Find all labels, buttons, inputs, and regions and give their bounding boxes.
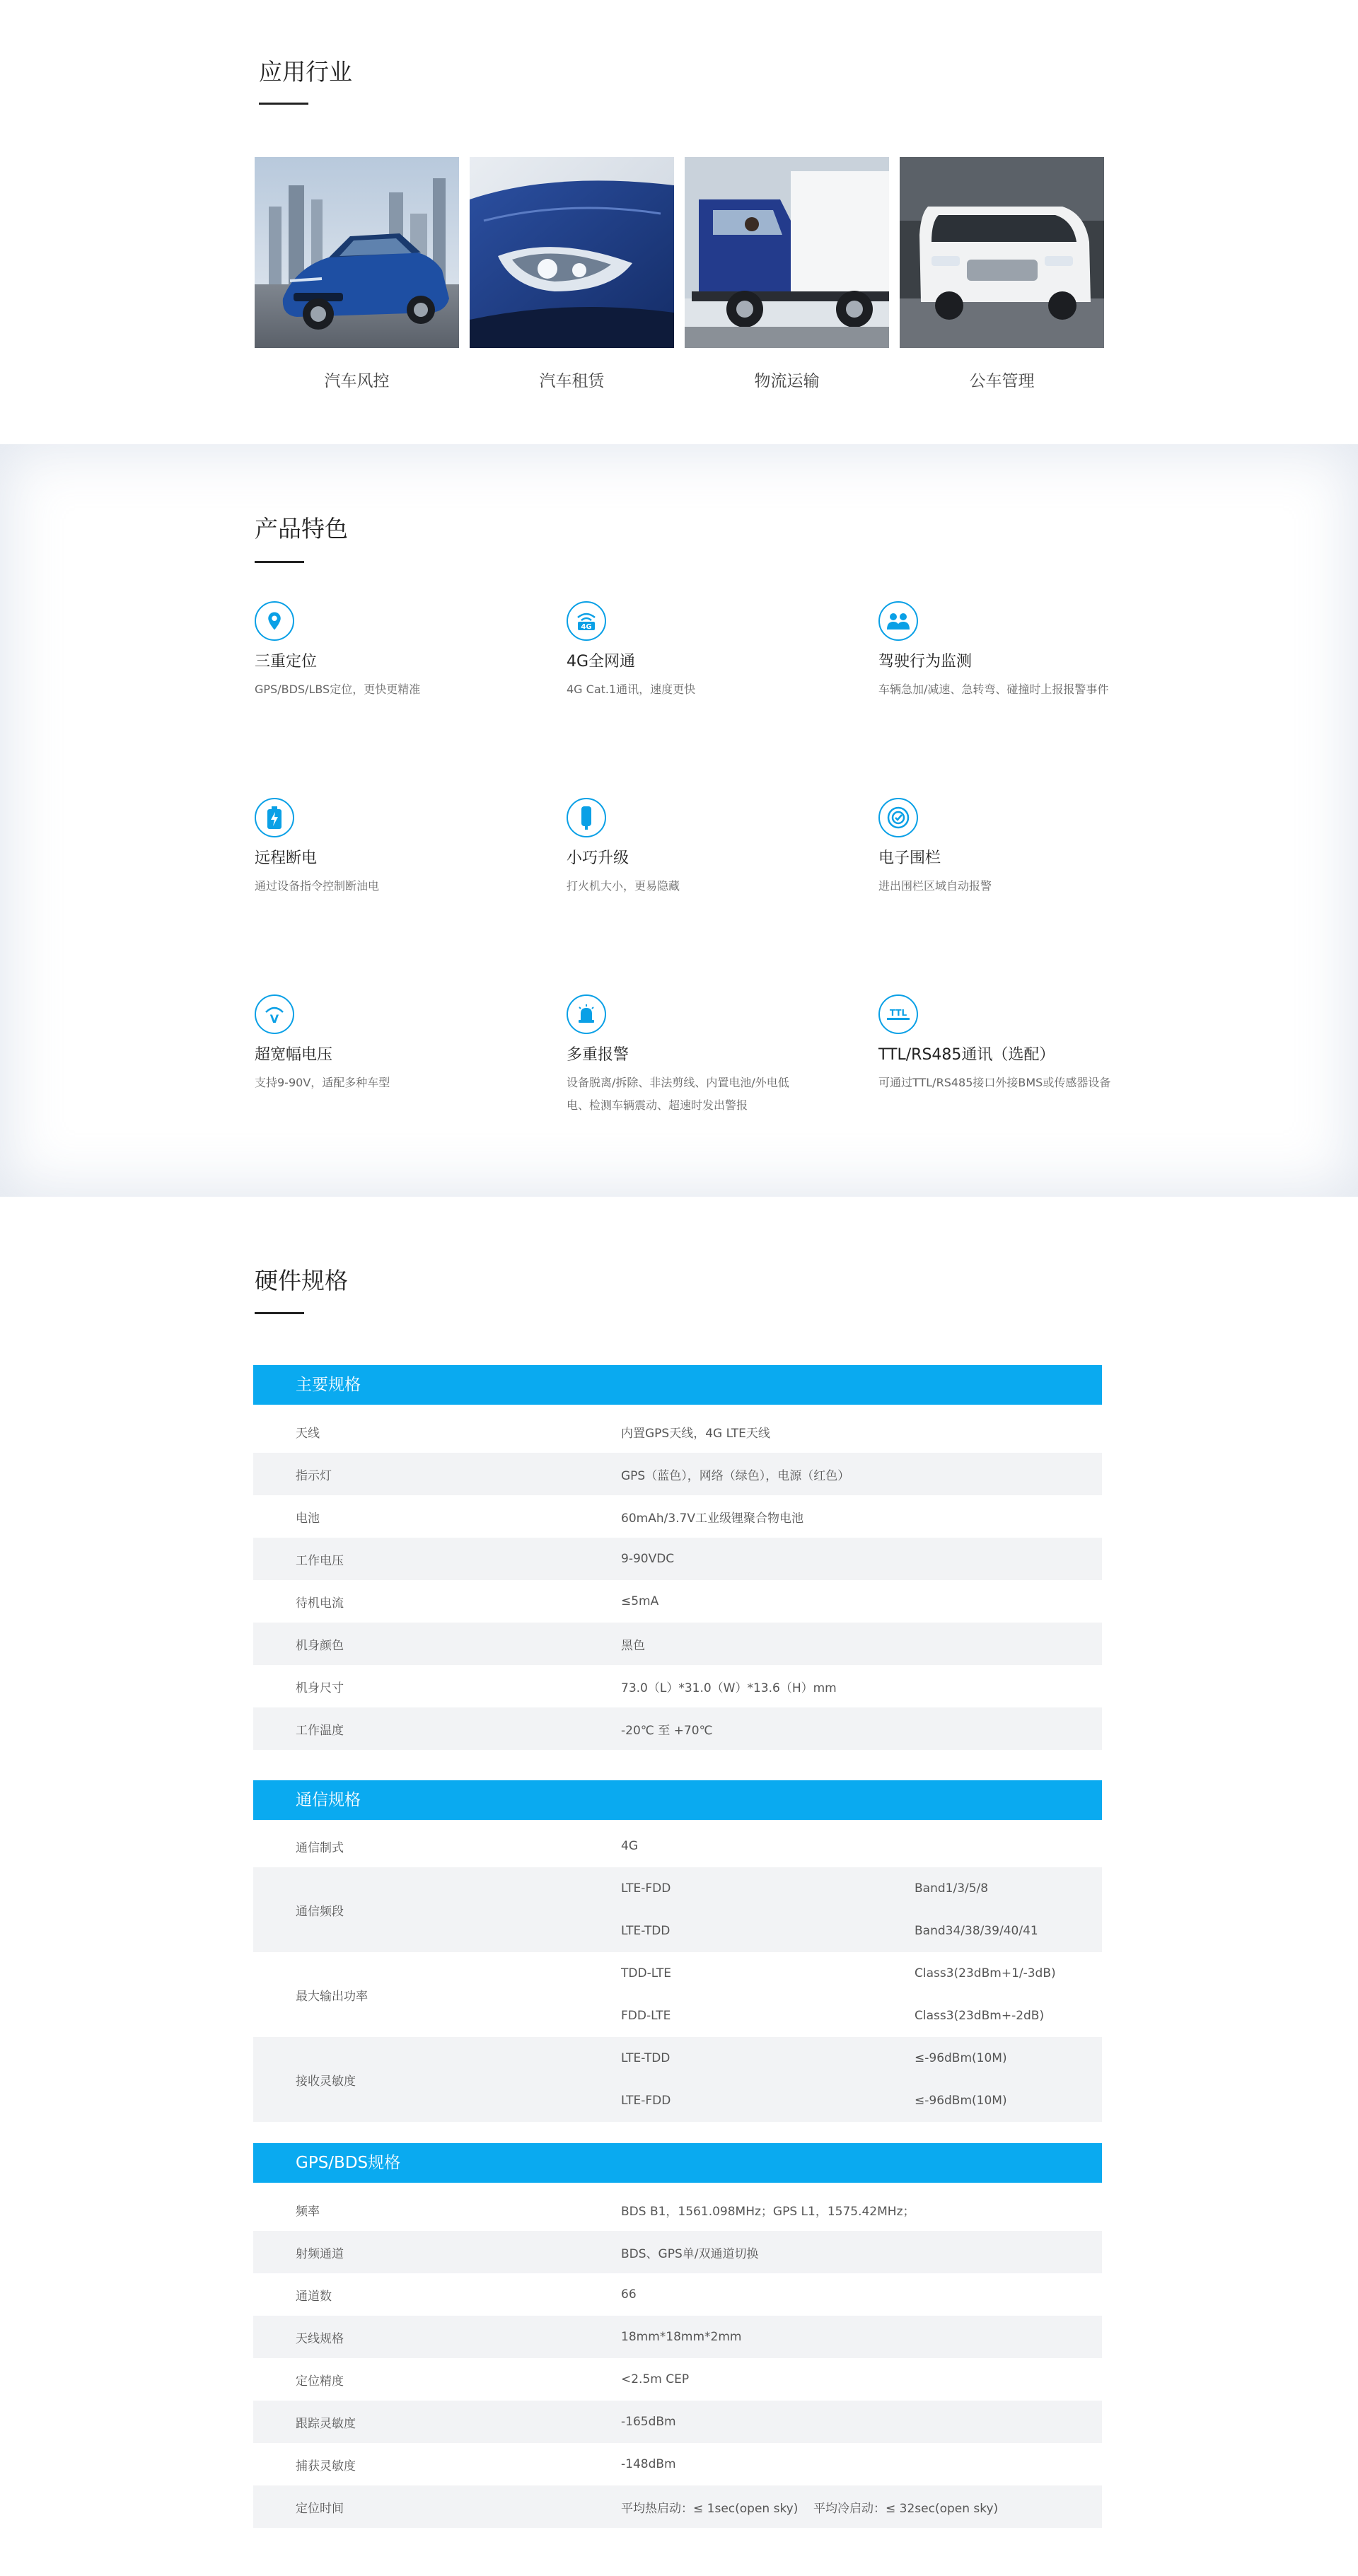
spec-row (253, 2316, 1102, 2358)
spec-value: 平均热启动：≤ 1sec(open sky) 平均冷启动：≤ 32sec(open sky) (621, 2501, 999, 2516)
feature-compact (567, 798, 800, 898)
feature-name: 电子围栏 (878, 849, 941, 867)
geofence-icon (878, 798, 918, 837)
svg-text:4G: 4G (581, 623, 592, 631)
industry-image-car-risk[interactable] (255, 157, 459, 348)
power-value: Class3(23dBm+-2dB) (915, 2009, 1045, 2023)
location-pin-icon (255, 601, 294, 641)
spec-label: 最大输出功率 (296, 1989, 368, 2004)
sens-sub-row (621, 2037, 1102, 2079)
gps-spec-header: GPS/BDS规格 (253, 2143, 1102, 2183)
feature-triple-positioning (255, 601, 488, 701)
spec-row (253, 2188, 1102, 2231)
industry-label-official-vehicle: 公车管理 (969, 372, 1035, 390)
spec-label: 机身颜色 (296, 1638, 344, 1653)
power-sub-row (621, 1995, 1102, 2037)
features-section (0, 444, 1358, 1197)
spec-value: 73.0（L）*31.0（W）*13.6（H）mm (621, 1681, 837, 1695)
band-sub-row (621, 1910, 1102, 1952)
feature-remote-cutoff (255, 798, 488, 898)
spec-value: -20℃ 至 +70℃ (621, 1723, 713, 1738)
spec-value: 黑色 (621, 1638, 645, 1653)
feature-desc: 车辆急加/减速、急转弯、碰撞时上报报警事件 (878, 683, 1109, 696)
spec-label: 跟踪灵敏度 (296, 2416, 356, 2431)
spec-label: 频率 (296, 2204, 320, 2219)
feature-name: 4G全网通 (567, 653, 636, 671)
sens-value: ≤-96dBm(10M) (915, 2051, 1007, 2065)
spec-label: 电池 (296, 1511, 320, 1526)
ttl-icon-text: TTL (889, 1008, 907, 1018)
comm-mode-row (253, 1825, 1102, 1867)
power-name: FDD-LTE (621, 2009, 671, 2023)
4g-signal-icon (567, 601, 606, 641)
spec-row (253, 1453, 1102, 1495)
spec-value: -148dBm (621, 2457, 676, 2471)
spec-label: 工作温度 (296, 1723, 344, 1738)
spec-label: 捕获灵敏度 (296, 2459, 356, 2473)
band-name: LTE-TDD (621, 1924, 671, 1938)
feature-driving-monitor (878, 601, 1112, 701)
ttl-icon (878, 994, 918, 1034)
power-name: TDD-LTE (621, 1966, 671, 1980)
feature-desc: 打火机大小，更易隐藏 (567, 879, 680, 893)
spec-label: 通信制式 (296, 1840, 344, 1855)
spec-row (253, 2401, 1102, 2443)
industry-image-car-rental[interactable] (470, 157, 674, 348)
spec-value: GPS（蓝色），网络（绿色），电源（红色） (621, 1468, 850, 1483)
spec-label: 工作电压 (296, 1553, 344, 1568)
main-spec-header: 主要规格 (253, 1365, 1102, 1405)
spec-row (253, 1495, 1102, 1538)
feature-desc: 进出围栏区域自动报警 (878, 879, 992, 893)
sens-name: LTE-TDD (621, 2051, 671, 2065)
feature-name: 远程断电 (255, 849, 318, 867)
spec-label: 定位时间 (296, 2501, 344, 2516)
band-value: Band34/38/39/40/41 (915, 1924, 1038, 1938)
feature-ttl-rs485 (878, 994, 1112, 1094)
spec-label: 定位精度 (296, 2374, 344, 2389)
band-value: Band1/3/5/8 (915, 1881, 989, 1896)
sens-value: ≤-96dBm(10M) (915, 2094, 1007, 2108)
spec-label: 指示灯 (296, 1468, 332, 1483)
spec-label: 机身尺寸 (296, 1681, 344, 1695)
feature-name: 多重报警 (567, 1046, 629, 1064)
industry-title: 应用行业 (259, 58, 352, 86)
spec-value: 18mm*18mm*2mm (621, 2330, 742, 2344)
feature-multi-alarm (567, 994, 800, 1117)
feature-name: 三重定位 (255, 653, 318, 671)
feature-name: 超宽幅电压 (255, 1046, 333, 1064)
industry-label-car-risk: 汽车风控 (324, 372, 390, 390)
spec-row (253, 2358, 1102, 2401)
spec-label: 天线 (296, 1426, 320, 1441)
spec-label: 射频通道 (296, 2246, 344, 2261)
feature-name: 小巧升级 (567, 849, 629, 867)
industry-label-logistics: 物流运输 (754, 372, 820, 390)
spec-value: <2.5m CEP (621, 2372, 690, 2386)
comm-power-row (253, 1952, 1102, 2037)
spec-value: 66 (621, 2287, 637, 2302)
spec-row (253, 1665, 1102, 1707)
spec-value: -165dBm (621, 2415, 676, 2429)
spec-value: 9-90VDC (621, 1552, 675, 1566)
band-name: LTE-FDD (621, 1881, 671, 1896)
feature-name: 驾驶行为监测 (878, 653, 973, 671)
spec-value: ≤5mA (621, 1594, 659, 1608)
spec-value: 内置GPS天线，4G LTE天线 (621, 1426, 770, 1441)
spec-row (253, 2273, 1102, 2316)
feature-name: TTL/RS485通讯（选配） (878, 1046, 1055, 1064)
feature-geofence (878, 798, 1112, 898)
spec-value: 60mAh/3.7V工业级锂聚合物电池 (621, 1511, 803, 1526)
hardware-title-underline (255, 1312, 304, 1314)
spec-label: 通信频段 (296, 1904, 344, 1919)
voltage-icon-letter: V (269, 1012, 279, 1026)
feature-4g-network (567, 601, 800, 701)
band-sub-row (621, 1867, 1102, 1910)
spec-label: 接收灵敏度 (296, 2074, 356, 2089)
spec-label: 天线规格 (296, 2331, 344, 2346)
spec-row (253, 1410, 1102, 1453)
feature-desc: 通过设备指令控制断油电 (255, 879, 380, 893)
feature-desc: 支持9-90V，适配多种车型 (255, 1076, 390, 1089)
spec-value: 4G (621, 1839, 638, 1853)
spec-row (253, 1538, 1102, 1580)
feature-desc: 可通过TTL/RS485接口外接BMS或传感器设备 (878, 1076, 1111, 1089)
spec-row (253, 1623, 1102, 1665)
sens-sub-row (621, 2079, 1102, 2122)
feature-desc: 设备脱离/拆除、非法剪线、内置电池/外电低电、检测车辆震动、超速时发出警报 (567, 1076, 789, 1112)
spec-row (253, 1580, 1102, 1623)
comm-sensitivity-row (253, 2037, 1102, 2122)
sens-name: LTE-FDD (621, 2094, 671, 2108)
spec-row (253, 1707, 1102, 1750)
spec-row (253, 2231, 1102, 2273)
spec-row (253, 2443, 1102, 2485)
feature-desc: GPS/BDS/LBS定位，更快更精准 (255, 683, 421, 696)
compact-device-icon (567, 798, 606, 837)
spec-value: BDS、GPS单/双通道切换 (621, 2246, 759, 2261)
features-title: 产品特色 (255, 515, 348, 543)
industry-image-logistics[interactable] (685, 157, 889, 348)
feature-desc: 4G Cat.1通讯，速度更快 (567, 683, 696, 696)
comm-band-row (253, 1867, 1102, 1952)
industry-label-car-rental: 汽车租赁 (539, 372, 605, 390)
hardware-title: 硬件规格 (255, 1267, 348, 1294)
spec-value: BDS B1，1561.098MHz；GPS L1，1575.42MHz； (621, 2204, 915, 2219)
battery-power-icon (255, 798, 294, 837)
spec-row (253, 2485, 1102, 2528)
spec-label: 通道数 (296, 2289, 332, 2304)
power-value: Class3(23dBm+1/-3dB) (915, 1966, 1056, 1980)
driver-group-icon (878, 601, 918, 641)
voltage-icon (255, 994, 294, 1034)
industry-title-underline (259, 103, 308, 105)
power-sub-row (621, 1952, 1102, 1995)
spec-label: 待机电流 (296, 1596, 344, 1611)
alarm-bell-icon (567, 994, 606, 1034)
features-title-underline (255, 561, 304, 563)
feature-wide-voltage (255, 994, 488, 1094)
industry-image-official-vehicle[interactable] (900, 157, 1104, 348)
comm-spec-header: 通信规格 (253, 1780, 1102, 1820)
